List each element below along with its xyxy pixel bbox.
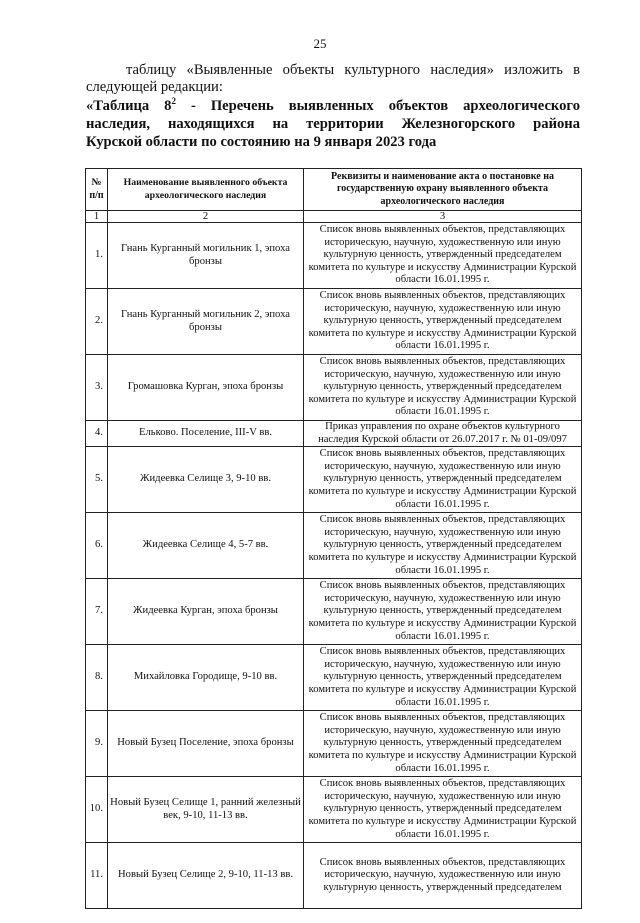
column-number-row <box>86 211 582 223</box>
object-name: Ельково. Поселение, III-V вв. <box>108 421 304 447</box>
table-row <box>86 843 582 909</box>
table-row <box>86 447 582 513</box>
object-name: Громашовка Курган, эпоха бронзы <box>108 355 304 421</box>
protection-act: Список вновь выявленных объектов, представляющих историческую, научную, художественную или иную культурную ценность, утвержденный председателем <box>304 843 582 909</box>
row-number: 4. <box>86 421 108 447</box>
row-number: 7. <box>86 579 108 645</box>
intro-paragraph <box>86 62 580 96</box>
row-number: 3. <box>86 355 108 421</box>
column-number: 3 <box>304 211 582 223</box>
title-line-3: Курской области по состоянию на 9 января 2023 года <box>86 134 437 150</box>
object-name: Новый Бузец Поселение, эпоха бронзы <box>108 711 304 777</box>
table-row <box>86 289 582 355</box>
object-name: Жидеевка Курган, эпоха бронзы <box>108 579 304 645</box>
protection-act: Список вновь выявленных объектов, представляющих историческую, научную, художественную или иную культурную ценность, утвержденный председателем комитета по культуре и искусству Администрации Курской области 16.01.1995 г. <box>304 447 582 513</box>
table-row <box>86 579 582 645</box>
row-number: 10. <box>86 777 108 843</box>
table-header-row <box>86 169 582 211</box>
protection-act: Список вновь выявленных объектов, представляющих историческую, научную, художественную или иную культурную ценность, утвержденный председателем комитета по культуре и искусству Администрации Курской области 16.01.1995 г. <box>304 223 582 289</box>
protection-act: Список вновь выявленных объектов, представляющих историческую, научную, художественную или иную культурную ценность, утвержденный председателем комитета по культуре и искусству Администрации Курской области 16.01.1995 г. <box>304 579 582 645</box>
protection-act: Список вновь выявленных объектов, представляющих историческую, научную, художественную или иную культурную ценность, утвержденный председателем комитета по культуре и искусству Администрации Курской области 16.01.1995 г. <box>304 777 582 843</box>
title-rest: - Перечень выявленных объектов археологического <box>175 98 580 114</box>
title-prefix: «Таблица 8 <box>86 98 172 114</box>
object-name: Жидеевка Селище 4, 5-7 вв. <box>108 513 304 579</box>
object-name: Новый Бузец Селище 2, 9-10, 11-13 вв. <box>108 843 304 909</box>
intro-line-1: таблицу «Выявленные объекты культурного наследия» изложить в <box>126 62 580 78</box>
title-line-2: наследия, находящихся на территории Железногорского района <box>86 116 580 132</box>
header-name: Наименование выявленного объекта археологического наследия <box>108 169 304 211</box>
object-name: Гнань Курганный могильник 1, эпоха бронзы <box>108 223 304 289</box>
protection-act: Список вновь выявленных объектов, представляющих историческую, научную, художественную или иную культурную ценность, утвержденный председателем комитета по культуре и искусству Администрации Курской области 16.01.1995 г. <box>304 711 582 777</box>
row-number: 11. <box>86 843 108 909</box>
protection-act: Список вновь выявленных объектов, представляющих историческую, научную, художественную или иную культурную ценность, утвержденный председателем комитета по культуре и искусству Администрации Курской области 16.01.1995 г. <box>304 645 582 711</box>
table-row <box>86 513 582 579</box>
intro-line-2: следующей редакции: <box>86 79 223 95</box>
protection-act: Список вновь выявленных объектов, представляющих историческую, научную, художественную или иную культурную ценность, утвержденный председателем комитета по культуре и искусству Администрации Курской области 16.01.1995 г. <box>304 355 582 421</box>
row-number: 6. <box>86 513 108 579</box>
page-number: 25 <box>313 36 327 51</box>
table-row <box>86 355 582 421</box>
header-number: № п/п <box>86 169 108 211</box>
table-row <box>86 777 582 843</box>
table-title <box>86 97 580 151</box>
row-number: 9. <box>86 711 108 777</box>
object-name: Жидеевка Селище 3, 9-10 вв. <box>108 447 304 513</box>
table-row <box>86 223 582 289</box>
heritage-table <box>85 168 582 909</box>
object-name: Новый Бузец Селище 1, ранний железный век, 9-10, 11-13 вв. <box>108 777 304 843</box>
column-number: 1 <box>86 211 108 223</box>
heritage-table-container <box>85 168 581 893</box>
row-number: 1. <box>86 223 108 289</box>
protection-act: Список вновь выявленных объектов, представляющих историческую, научную, художественную или иную культурную ценность, утвержденный председателем комитета по культуре и искусству Администрации Курской области 16.01.1995 г. <box>304 289 582 355</box>
row-number: 8. <box>86 645 108 711</box>
title-superscript: 2 <box>171 96 176 107</box>
column-number: 2 <box>108 211 304 223</box>
object-name: Гнань Курганный могильник 2, эпоха бронзы <box>108 289 304 355</box>
protection-act: Приказ управления по охране объектов культурного наследия Курской области от 26.07.2017 г. № 01-09/097 <box>304 421 582 447</box>
header-act: Реквизиты и наименование акта о постановке на государственную охрану выявленного объекта археологического наследия <box>304 169 582 211</box>
title-line-1 <box>86 97 580 115</box>
object-name: Михайловка Городище, 9-10 вв. <box>108 645 304 711</box>
row-number: 2. <box>86 289 108 355</box>
table-row <box>86 711 582 777</box>
row-number: 5. <box>86 447 108 513</box>
protection-act: Список вновь выявленных объектов, представляющих историческую, научную, художественную или иную культурную ценность, утвержденный председателем комитета по культуре и искусству Администрации Курской области 16.01.1995 г. <box>304 513 582 579</box>
table-row <box>86 645 582 711</box>
table-row <box>86 421 582 447</box>
